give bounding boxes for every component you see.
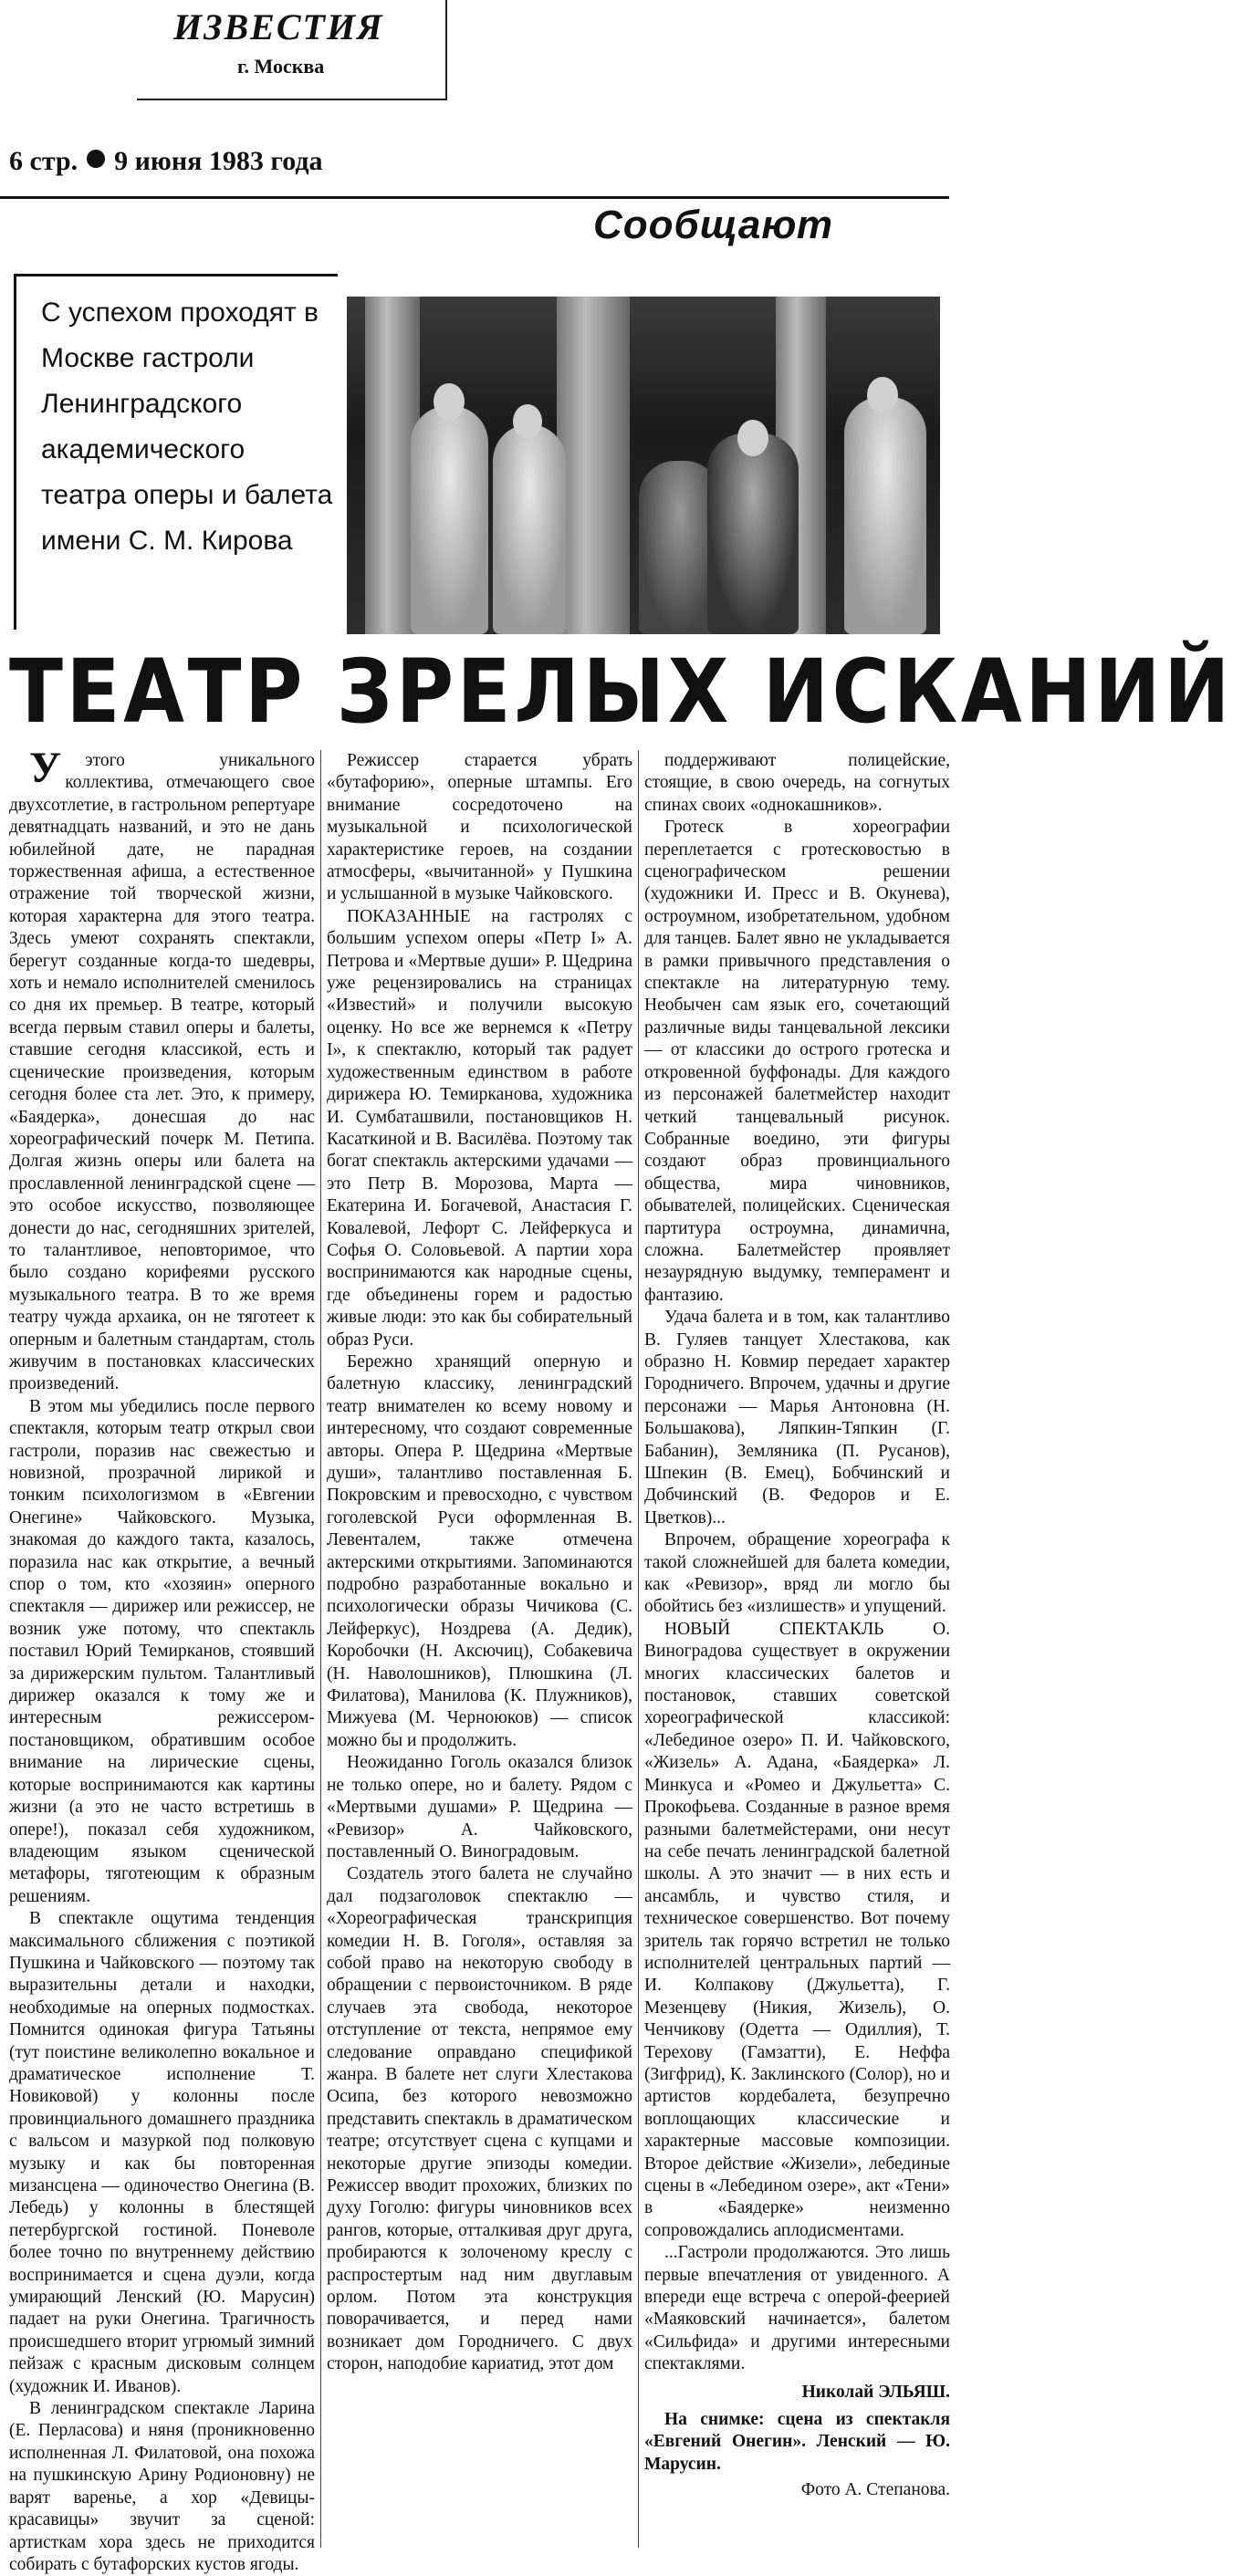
paragraph: ...Гастроли продолжаются. Это лишь первые впечатления от увиденного. А впереди еще встреча с оперой-феерией «Маяковский начинается», балетом «Сильфида» и другими интересными спектаклями. (644, 2243, 950, 2374)
paragraph: В спектакле ощутима тенденция максимального сближения с поэтикой Пушкина и Чайковского — поэтому так выразительны детали и находки, необходимые на оперных подмостках. Помнится одинокая фигура Татьяны (тут поистине великолепно вокальное и драматическое исполнение Т. Новиковой) у колонны после провинциального домашнего праздника с вальсом и мазуркой под полковую музыку и как бы повторенная мизансцена — одиночество Онегина (В. Лебедь) у колонны в блестящей петербургской гостиной. Поневоле более точно по внутреннему действию воспринимается и сцена дуэли, когда умирающий Ленский (Ю. Марусин) падает на руки Онегина. Трагичность происшедшего вторит угрюмый зимний пейзаж с красным дисковым солнцем (художник И. Иванов). (9, 1909, 315, 2396)
paragraph: Неожиданно Гоголь оказался близок не только опере, но и балету. Рядом с «Мертвыми душами» Р. Щедрина — «Ревизор» А. Чайковского, поставленный О. Виноградовым. (327, 1753, 632, 1862)
paragraph: поддерживают полицейские, стоящие, в свою очередь, на согнутых спинах своих «однокашников». (644, 751, 950, 815)
paragraph: Гротеск в хореографии переплетается с гротесковостью в сценографическом решении (художники И. Пресс и В. Окунева), остроумном, изобретательном, удобном для танцев. Балет явно не укладывается в рамки привычного представления о спектакле на литературную тему. Необычен сам язык его, сочетающий различные виды танцевальной лексики — от классики до острого гротеска и откровенной буффонады. Для каждого из персонажей балетмейстер находит четкий танцевальный рисунок. Собранные воедино, эти фигуры создают образ провинциального общества, мира чиновников, обывателей, полицейских. Сценическая партитура остроумна, динамична, сложна. Балетмейстер проявляет незаурядную выдумку, темперамент и фантазию. (644, 818, 950, 1305)
column-divider (638, 750, 639, 2548)
author-signature: Николай ЭЛЬЯШ. (801, 2382, 950, 2402)
paragraph: Режиссер старается убрать «бутафорию», оперные штампы. Его внимание сосредоточено на музыкальной и психологической характеристике героев, на создании атмосферы, «вычитанной» у Пушкина и услышанной в музыке Чайковского. (327, 751, 632, 904)
stage-photo (347, 297, 940, 634)
dateline (9, 146, 323, 177)
page-number: 6 стр. (9, 146, 78, 176)
paragraph: Уэтого уникального коллектива, отмечающего свое двухсотлетие, в гастрольном репертуаре девятнадцать названий, и это не дань юбилейной дате, не парадная торжественная афиша, а естественное отражение той творческой жизни, которая характерна для этого театра. Здесь умеют сохранять спектакли, берегут созданные когда-то шедевры, хоть и немало исполнителей сменилось со дня их премьер. В театре, который всегда первым ставил оперы и балеты, ставшие сегодня классикой, есть и сценические произведения, которым сегодня более ста лет. Это, к примеру, «Баядерка», донесшая до нас хореографический почерк М. Петипа. Долгая жизнь оперы или балета на прославленной ленинградской сцене — это особое искусство, позволяющее донести до нас, сегодняшних зрителей, то талантливое, неповторимое, что было создано корифеями русского музыкального театра. В то же время театру чужда архаика, он не тяготеет к оперным и балетным стандартам, столь живучим в постановках классических произведений. (9, 744, 315, 1394)
top-rule (0, 196, 949, 199)
column-divider (320, 750, 321, 2548)
lead-text: С успехом проходят в Москве гастроли Ленинградского академического театра оперы и балета имени С. М. Кирова (41, 297, 333, 556)
paragraph: НОВЫЙ СПЕКТАКЛЬ О. Виноградова существует в окружении многих классических балетов и постановок, ставших советской хореографической классикой: «Лебединое озеро» П. И. Чайковского, «Жизель» А. Адана, «Баядерка» Л. Минкуса и «Ромео и Джульетта» С. Прокофьева. Созданные в разное время разными балетмейстерами, они несут на себе печать ленинградской балетной школы. А это значит — в них есть и ансамбль, и чувство стиля, и техническое совершенство. Вот почему зритель так горячо встретил не только исполнителей центральных партий — И. Колпакову (Джульетта), Г. Мезенцеву (Никия, Жизель), О. Ченчикову (Одетта — Одиллия), Т. Терехову (Гамзатти), Е. Неффа (Зигфрид), К. Заклинского (Солор), но и артистов кордебалета, безупречно воплощающих классические и характерные массовые композиции. Второе действие «Жизели», лебединые сцены в «Лебедином озере», акт «Тени» в «Баядерке» неизменно сопровождались аплодисментами. (644, 1619, 950, 2240)
paragraph: В ленинградском спектакле Ларина (Е. Перласова) и няня (проникновенно исполненная Л. Филатовой, она похожа на пушкинскую Арину Родионовну) не варят варенье, а хор «Девицы-красавицы» звучит за сценой: артисткам хора здесь не приходится собирать с бутафорских кустов ягоды. (9, 2399, 315, 2574)
bullet-icon (87, 150, 105, 168)
column-1 (9, 744, 315, 2574)
issue-date: 9 июня 1983 года (114, 146, 323, 176)
section-rubric: Сообщают (593, 203, 833, 247)
masthead-title: ИЗВЕСТИЯ (173, 6, 384, 47)
paragraph: Удача балета и в том, как талантливо В. Гуляев танцует Хлестакова, как образно Н. Ковмир передает характер Городничего. Впрочем, удачны и другие персонажи — Марья Антоновна (Н. Большакова), Ляпкин-Тяпкин (Г. Бабанин), Земляника (П. Русанов), Шпекин (В. Емец), Бобчинский и Добчинский (В. Федоров и Е. Цветков)... (644, 1308, 950, 1528)
paragraph: В этом мы убедились после первого спектакля, которым театр открыл свои гастроли, поразив нас свежестью и новизной, прозрачной лирикой и тонким психологизмом в «Евгении Онегине» Чайковского. Музыка, знакомая до каждого такта, казалось, поразила нас как открытие, а вечный спор о том, кто «хозяин» оперного спектакля — дирижер или режиссер, не возник уже потому, что спектакль поставил Юрий Темирканов, стоявший за дирижерским пультом. Талантливый дирижер оказался к тому же и интересным режиссером-постановщиком, обратившим особое внимание на лирические сцены, которые воспринимаются как картины жизни (а это не часто встретишь в опере!), показал себя художником, владеющим языком сценической метафоры, тяготеющим к образным решениям. (9, 1396, 315, 1906)
photo-caption: На снимке: сцена из спектакля «Евгений Онегин». Ленский — Ю. Марусин. (644, 2410, 950, 2474)
photo-credit: Фото А. Степанова. (800, 2480, 950, 2500)
column-2 (327, 750, 632, 2552)
headline: ТЕАТР ЗРЕЛЫХ ИСКАНИЙ (9, 641, 1233, 743)
column-3 (644, 750, 950, 2552)
paragraph: Создатель этого балета не случайно дал подзаголовок спектаклю — «Хореографическая транскрипция комедии Н. В. Гоголя», оставляя за собой право на некоторую свободу в обращении с первоисточником. В ряде случаев эта свобода, некоторое отступление от текста, непрямое ему следование оправдано спецификой жанра. В балете нет слуги Хлестакова Осипа, без которого невозможно представить спектакль в драматическом театре; отсутствует сцена с купцами и некоторые другие эпизоды комедии. Режиссер вводит прохожих, близких по духу Гоголю: фигуры чиновников всех рангов, которые, отталкивая друг друга, пробираются к золоченому креслу с распростертым над ним двуглавым орлом. Потом эта конструкция поворачивается, и перед нами возникает дом Городничего. С двух сторон, наподобие кариатид, этот дом (327, 1864, 632, 2374)
newspaper-stamp (137, 0, 447, 100)
paragraph: Бережно хранящий оперную и балетную классику, ленинградский театр внимателен ко всему новому и интересному, что создают современные авторы. Опера Р. Щедрина «Мертвые души», талантливо поставленная Б. Покровским и превосходно, с чувством гоголевской Руси оформленная В. Левенталем, также отмечена актерскими открытиями. Запоминаются подробно разработанные вокально и психологически образы Чичикова (С. Лейферкус), Ноздрева (А. Дедик), Коробочки (Н. Аксючиц), Собакевича (Н. Наволошников), Плюшкина (Л. Филатова), Манилова (К. Плужников), Мижуева (М. Черноюков) — список можно бы и продолжить. (327, 1351, 632, 1750)
masthead-city: г. Москва (237, 55, 325, 78)
paragraph: ПОКАЗАННЫЕ на гастролях с большим успехом оперы «Петр I» А. Петрова и «Мертвые души» Р. Щедрина уже рецензировались на страницах «Известий» и получили высокую оценку. Но все же вернемся к «Петру I», к спектаклю, который так радует художественным единством в работе дирижера Ю. Темирканова, художника И. Сумбаташвили, постановщиков Н. Касаткиной и В. Василёва. Поэтому так богат спектакль актерскими удачами — это Петр В. Морозова, Марта — Екатерина И. Богачевой, Анастасия Г. Ковалевой, Лефорт С. Лейферкуса и Софья О. Соловьевой. А партии хора воспринимаются как народные сцены, где объединены горем и радостью живые люди: это как бы собирательный образ Руси. (327, 906, 632, 1350)
paragraph: Впрочем, обращение хореографа к такой сложнейшей для балета комедии, как «Ревизор», вряд ли могло бы обойтись без «излишеств» и упущений. (644, 1530, 950, 1617)
